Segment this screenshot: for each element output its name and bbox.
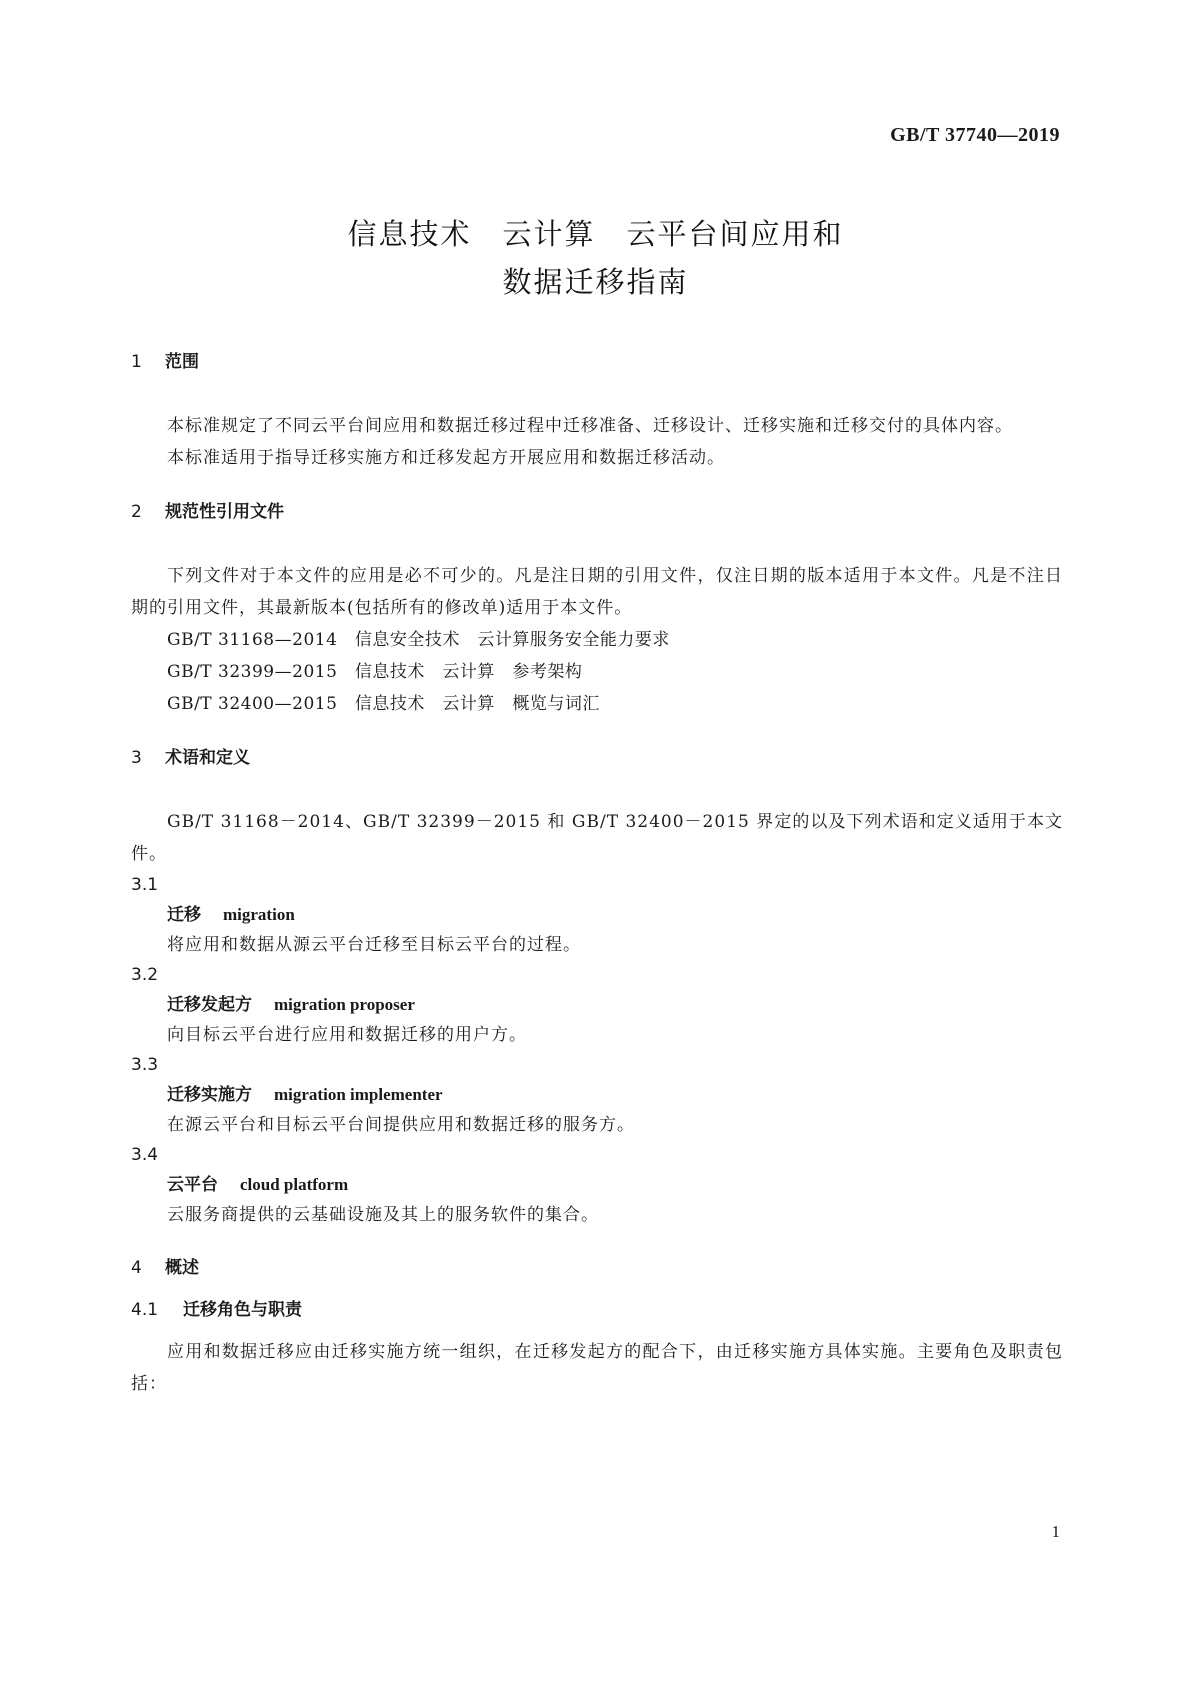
reference-item: GB/T 32399—2015 信息技术 云计算 参考架构 [167,662,583,682]
section-title: 范围 [165,352,199,372]
reference-item: GB/T 31168—2014 信息安全技术 云计算服务安全能力要求 [167,630,670,650]
section-heading-1 [131,346,1063,378]
term-entry [131,990,1063,1020]
section-number: 3 [131,748,142,768]
section-number: 2 [131,502,142,522]
section-title: 规范性引用文件 [165,502,284,522]
term-number: 3.3 [131,1055,159,1075]
title-line-2: 数据迁移指南 [502,265,689,299]
paragraph: 下列文件对于本文件的应用是必不可少的。凡是注日期的引用文件，仅注日期的版本适用于本文件。凡是不注日期的引用文件，其最新版本(包括所有的修改单)适用于本文件。 [131,566,1063,618]
subsection-heading-4-1 [131,1294,1063,1326]
term-number: 3.4 [131,1145,159,1165]
section-heading-3 [131,742,1063,774]
paragraph: 应用和数据迁移应由迁移实施方统一组织，在迁移发起方的配合下，由迁移实施方具体实施。主要角色及职责包括： [131,1342,1063,1394]
term-definition: 向目标云平台进行应用和数据迁移的用户方。 [167,1025,527,1045]
term-en: migration proposer [274,995,415,1014]
term-zh: 迁移实施方 [167,1085,252,1105]
standard-code: GB/T 37740—2019 [890,124,1060,146]
document-body [131,346,1063,1400]
term-zh: 迁移发起方 [167,995,252,1015]
term-zh: 迁移 [167,905,201,925]
reference-item: GB/T 32400—2015 信息技术 云计算 概览与词汇 [167,694,600,714]
term-en: cloud platform [240,1175,349,1194]
term-definition: 在源云平台和目标云平台间提供应用和数据迁移的服务方。 [167,1115,635,1135]
document-title [0,210,1191,306]
page-number: 1 [1051,1522,1060,1541]
term-entry [131,1080,1063,1110]
term-number: 3.1 [131,875,159,895]
section-heading-4 [131,1252,1063,1284]
paragraph: 本标准适用于指导迁移实施方和迁移发起方开展应用和数据迁移活动。 [167,448,725,468]
term-entry [131,900,1063,930]
section-number: 1 [131,352,142,372]
section-title: 术语和定义 [165,748,250,768]
term-zh: 云平台 [167,1175,218,1195]
section-title: 迁移角色与职责 [183,1300,302,1320]
section-number: 4 [131,1258,142,1278]
paragraph: GB/T 31168－2014、GB/T 32399－2015 和 GB/T 32400－2015 界定的以及下列术语和定义适用于本文件。 [131,812,1063,864]
term-definition: 将应用和数据从源云平台迁移至目标云平台的过程。 [167,935,581,955]
term-en: migration [223,905,295,924]
section-number: 4.1 [131,1300,159,1320]
section-title: 概述 [165,1258,199,1278]
section-heading-2 [131,496,1063,528]
term-number: 3.2 [131,965,159,985]
term-en: migration implementer [274,1085,443,1104]
term-definition: 云服务商提供的云基础设施及其上的服务软件的集合。 [167,1205,599,1225]
term-entry [131,1170,1063,1200]
title-line-1: 信息技术 云计算 云平台间应用和 [347,217,844,251]
paragraph: 本标准规定了不同云平台间应用和数据迁移过程中迁移准备、迁移设计、迁移实施和迁移交付的具体内容。 [167,416,1013,436]
